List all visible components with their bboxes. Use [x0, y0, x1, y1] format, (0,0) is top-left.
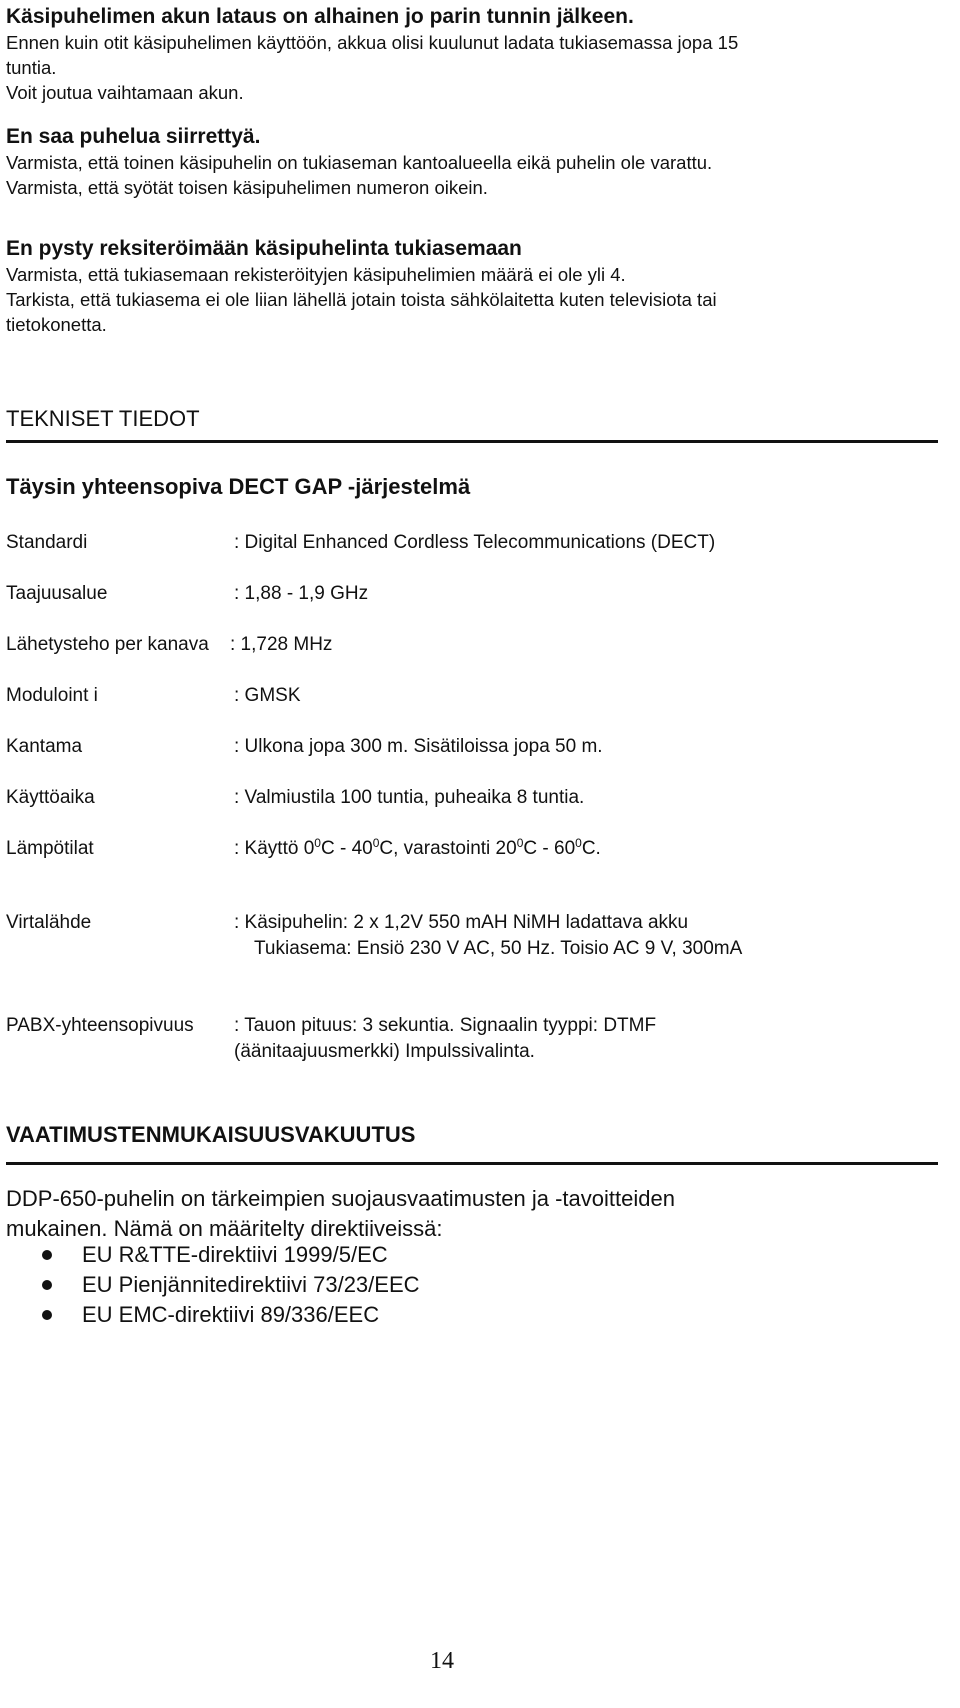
spec-label: Kantama: [6, 736, 83, 757]
spec-label: Moduloint i: [6, 685, 98, 706]
troubleshooting-line: tuntia.: [6, 57, 57, 78]
temp-part: C, varastointi 20: [379, 838, 517, 859]
troubleshooting-line: Tarkista, että tukiasema ei ole liian lähellä jotain toista sähkölaitetta kuten televisiota tai: [6, 289, 717, 310]
temp-prefix: : Käyttö 0: [234, 838, 315, 859]
spec-label: PABX-yhteensopivuus: [6, 1015, 194, 1036]
directive-text: EU EMC-direktiivi 89/336/EEC: [82, 1302, 380, 1327]
compliance-text: [6, 1184, 946, 1244]
degree-sup: 0: [516, 836, 524, 850]
spec-value: : Valmiustila 100 tuntia, puheaika 8 tuntia.: [234, 787, 585, 808]
spec-value: : Ulkona jopa 300 m. Sisätiloissa jopa 50 m.: [234, 736, 603, 757]
specs-title: TEKNISET TIEDOT: [6, 406, 200, 431]
troubleshooting-heading: En saa puhelua siirrettyä.: [6, 125, 261, 148]
compliance-line: DDP-650-puhelin on tärkeimpien suojausvaatimusten ja -tavoitteiden: [6, 1186, 675, 1211]
temp-part: C - 60: [523, 838, 576, 859]
troubleshooting-item-battery: [6, 4, 954, 105]
troubleshooting-line: Varmista, että toinen käsipuhelin on tukiaseman kantoalueella eikä puhelin ole varattu.: [6, 152, 713, 173]
spec-value: : GMSK: [234, 685, 301, 706]
temp-part: C.: [581, 838, 601, 859]
spec-value: : Digital Enhanced Cordless Telecommunications (DECT): [234, 532, 716, 553]
degree-sup: 0: [575, 836, 582, 850]
specs-divider: [6, 440, 938, 443]
compliance-divider: [6, 1162, 938, 1165]
spec-label: Standardi: [6, 532, 88, 553]
spec-label: Taajuusalue: [6, 583, 108, 604]
spec-label: Lähetysteho per kanava: [6, 634, 209, 655]
compliance-line: mukainen. Nämä on määritelty direktiiveissä:: [6, 1216, 443, 1241]
spec-value: : 1,88 - 1,9 GHz: [234, 583, 369, 604]
directive-item: [6, 1270, 954, 1300]
degree-sup: 0: [314, 836, 321, 850]
directive-list: [6, 1240, 954, 1330]
directive-text: EU R&TTE-direktiivi 1999/5/EC: [82, 1242, 388, 1267]
troubleshooting-item-registration: [6, 236, 954, 337]
spec-label: Lämpötilat: [6, 838, 94, 859]
troubleshooting-line: tietokonetta.: [6, 314, 107, 335]
degree-sup: 0: [372, 836, 380, 850]
specs-heading: Täysin yhteensopiva DECT GAP -järjestelmä: [6, 474, 471, 499]
spec-value: [234, 836, 601, 862]
troubleshooting-heading: Käsipuhelimen akun lataus on alhainen jo parin tunnin jälkeen.: [6, 5, 634, 28]
page-number: 14: [430, 1648, 454, 1674]
spec-value: : Tauon pituus: 3 sekuntia. Signaalin tyyppi: DTMF: [234, 1015, 657, 1036]
troubleshooting-line: Ennen kuin otit käsipuhelimen käyttöön, akkua olisi kuulunut ladata tukiasemassa jopa 15: [6, 32, 739, 53]
directive-item: [6, 1300, 954, 1330]
bullet-icon: [42, 1280, 52, 1290]
spec-value-continued: Tukiasema: Ensiö 230 V AC, 50 Hz. Toisio AC 9 V, 300mA: [254, 938, 743, 959]
troubleshooting-line: Voit joutua vaihtamaan akun.: [6, 82, 244, 103]
troubleshooting-line: Varmista, että syötät toisen käsipuhelimen numeron oikein.: [6, 177, 488, 198]
compliance-title: VAATIMUSTENMUKAISUUSVAKUUTUS: [6, 1122, 416, 1147]
bullet-icon: [42, 1250, 52, 1260]
directive-item: [6, 1240, 954, 1270]
bullet-icon: [42, 1310, 52, 1320]
spec-value-continued: (äänitaajuusmerkki) Impulssivalinta.: [234, 1041, 535, 1062]
spec-value: : 1,728 MHz: [230, 634, 333, 655]
spec-label: Käyttöaika: [6, 787, 95, 808]
directive-text: EU Pienjännitedirektiivi 73/23/EEC: [82, 1272, 420, 1297]
troubleshooting-line: Varmista, että tukiasemaan rekisteröityjen käsipuhelimien määrä ei ole yli 4.: [6, 264, 626, 285]
spec-label: Virtalähde: [6, 912, 92, 933]
temp-part: C - 40: [320, 838, 373, 859]
troubleshooting-item-transfer: [6, 124, 954, 200]
spec-value: : Käsipuhelin: 2 x 1,2V 550 mAH NiMH ladattava akku: [234, 912, 689, 933]
troubleshooting-heading: En pysty reksiteröimään käsipuhelinta tukiasemaan: [6, 237, 522, 260]
